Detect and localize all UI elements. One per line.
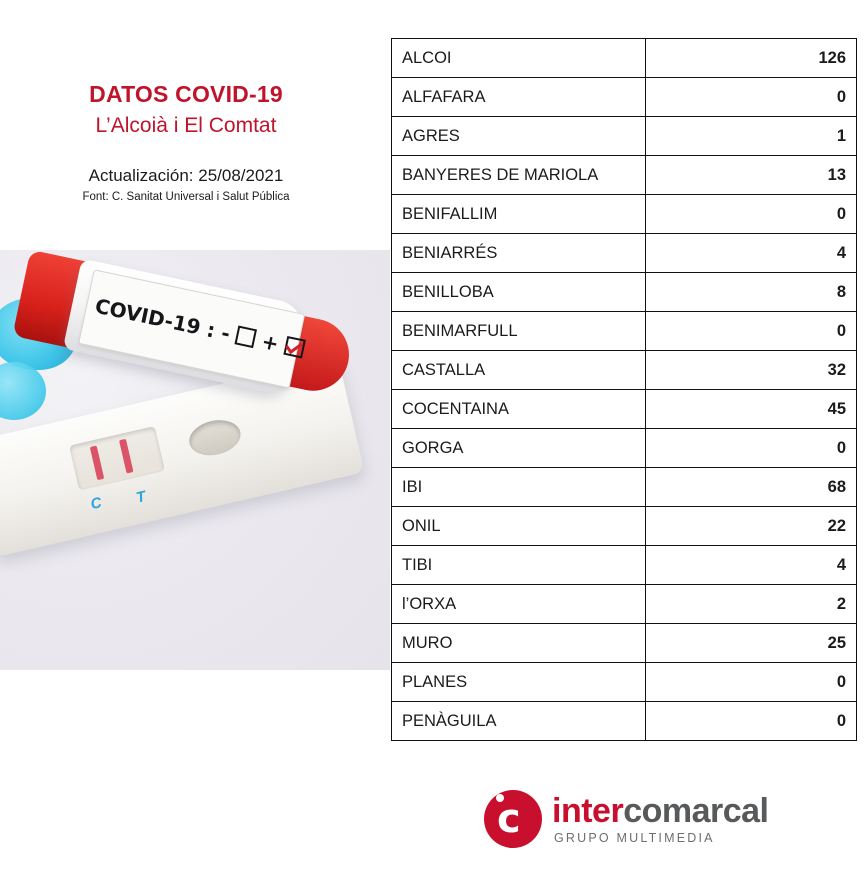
table-row <box>392 546 857 585</box>
case-count-cell: 32 <box>646 351 857 390</box>
logo-wordmark-part2: comarcal <box>623 792 769 830</box>
intercomarcal-logo <box>484 790 784 852</box>
logo-wordmark-part1: inter <box>552 792 624 830</box>
municipality-cell: PLANES <box>392 663 646 702</box>
case-count-cell: 0 <box>646 702 857 741</box>
table-row <box>392 273 857 312</box>
positive-checkbox-checked-icon <box>283 336 306 359</box>
municipality-cell: GORGA <box>392 429 646 468</box>
table-row <box>392 507 857 546</box>
table-row <box>392 117 857 156</box>
table-row <box>392 702 857 741</box>
case-count-cell: 0 <box>646 312 857 351</box>
negative-checkbox-icon <box>235 326 258 349</box>
left-panel <box>0 0 390 869</box>
municipality-cell: ONIL <box>392 507 646 546</box>
logo-badge-icon <box>484 790 542 848</box>
municipality-cell: BENIFALLIM <box>392 195 646 234</box>
table-row <box>392 312 857 351</box>
table-row <box>392 429 857 468</box>
table-row <box>392 390 857 429</box>
case-count-cell: 8 <box>646 273 857 312</box>
municipality-cell: PENÀGUILA <box>392 702 646 741</box>
table-row <box>392 585 857 624</box>
page-title: DATOS COVID-19 <box>89 81 283 107</box>
source-note: Font: C. Sanitat Universal i Salut Pública <box>82 191 290 204</box>
control-line <box>90 446 104 481</box>
page-subtitle: L’Alcoià i El Comtat <box>95 114 277 138</box>
table-row <box>392 39 857 78</box>
municipality-cell: ALFAFARA <box>392 78 646 117</box>
test-letter-icon: T <box>134 488 148 507</box>
municipality-cell: CASTALLA <box>392 351 646 390</box>
case-count-cell: 2 <box>646 585 857 624</box>
case-count-cell: 126 <box>646 39 857 78</box>
table-row <box>392 663 857 702</box>
municipality-cell: AGRES <box>392 117 646 156</box>
table-row <box>392 468 857 507</box>
covid-test-photo <box>0 250 390 670</box>
covid-cases-table-container <box>391 38 846 741</box>
municipality-cell: BENILLOBA <box>392 273 646 312</box>
logo-badge-letter: c <box>497 796 521 842</box>
table-row <box>392 351 857 390</box>
case-count-cell: 4 <box>646 234 857 273</box>
municipality-cell: BENIARRÉS <box>392 234 646 273</box>
case-count-cell: 1 <box>646 117 857 156</box>
table-row <box>392 156 857 195</box>
covid-cases-table <box>391 38 857 741</box>
municipality-cell: ALCOI <box>392 39 646 78</box>
municipality-cell: COCENTAINA <box>392 390 646 429</box>
case-count-cell: 22 <box>646 507 857 546</box>
control-letter-icon: C <box>88 494 104 514</box>
municipality-cell: IBI <box>392 468 646 507</box>
logo-tagline: GRUPO MULTIMEDIA <box>554 831 715 845</box>
case-count-cell: 0 <box>646 78 857 117</box>
municipality-cell: TIBI <box>392 546 646 585</box>
table-row <box>392 195 857 234</box>
table-row <box>392 78 857 117</box>
municipality-cell: MURO <box>392 624 646 663</box>
headline-block <box>0 82 372 203</box>
table-row <box>392 624 857 663</box>
municipality-cell: BENIMARFULL <box>392 312 646 351</box>
case-count-cell: 13 <box>646 156 857 195</box>
tube-label-plus: + <box>259 329 281 357</box>
case-count-cell: 0 <box>646 195 857 234</box>
test-result-window <box>69 426 165 491</box>
case-count-cell: 68 <box>646 468 857 507</box>
logo-wordmark <box>552 792 769 831</box>
table-body <box>392 39 857 741</box>
test-line <box>119 439 133 474</box>
case-count-cell: 0 <box>646 429 857 468</box>
update-date: Actualización: 25/08/2021 <box>88 166 284 186</box>
tube-label-main: COVID-19 : - <box>92 293 233 346</box>
table-row <box>392 234 857 273</box>
municipality-cell: l’ORXA <box>392 585 646 624</box>
case-count-cell: 0 <box>646 663 857 702</box>
case-count-cell: 25 <box>646 624 857 663</box>
municipality-cell: BANYERES DE MARIOLA <box>392 156 646 195</box>
sample-well <box>186 415 244 460</box>
case-count-cell: 45 <box>646 390 857 429</box>
case-count-cell: 4 <box>646 546 857 585</box>
